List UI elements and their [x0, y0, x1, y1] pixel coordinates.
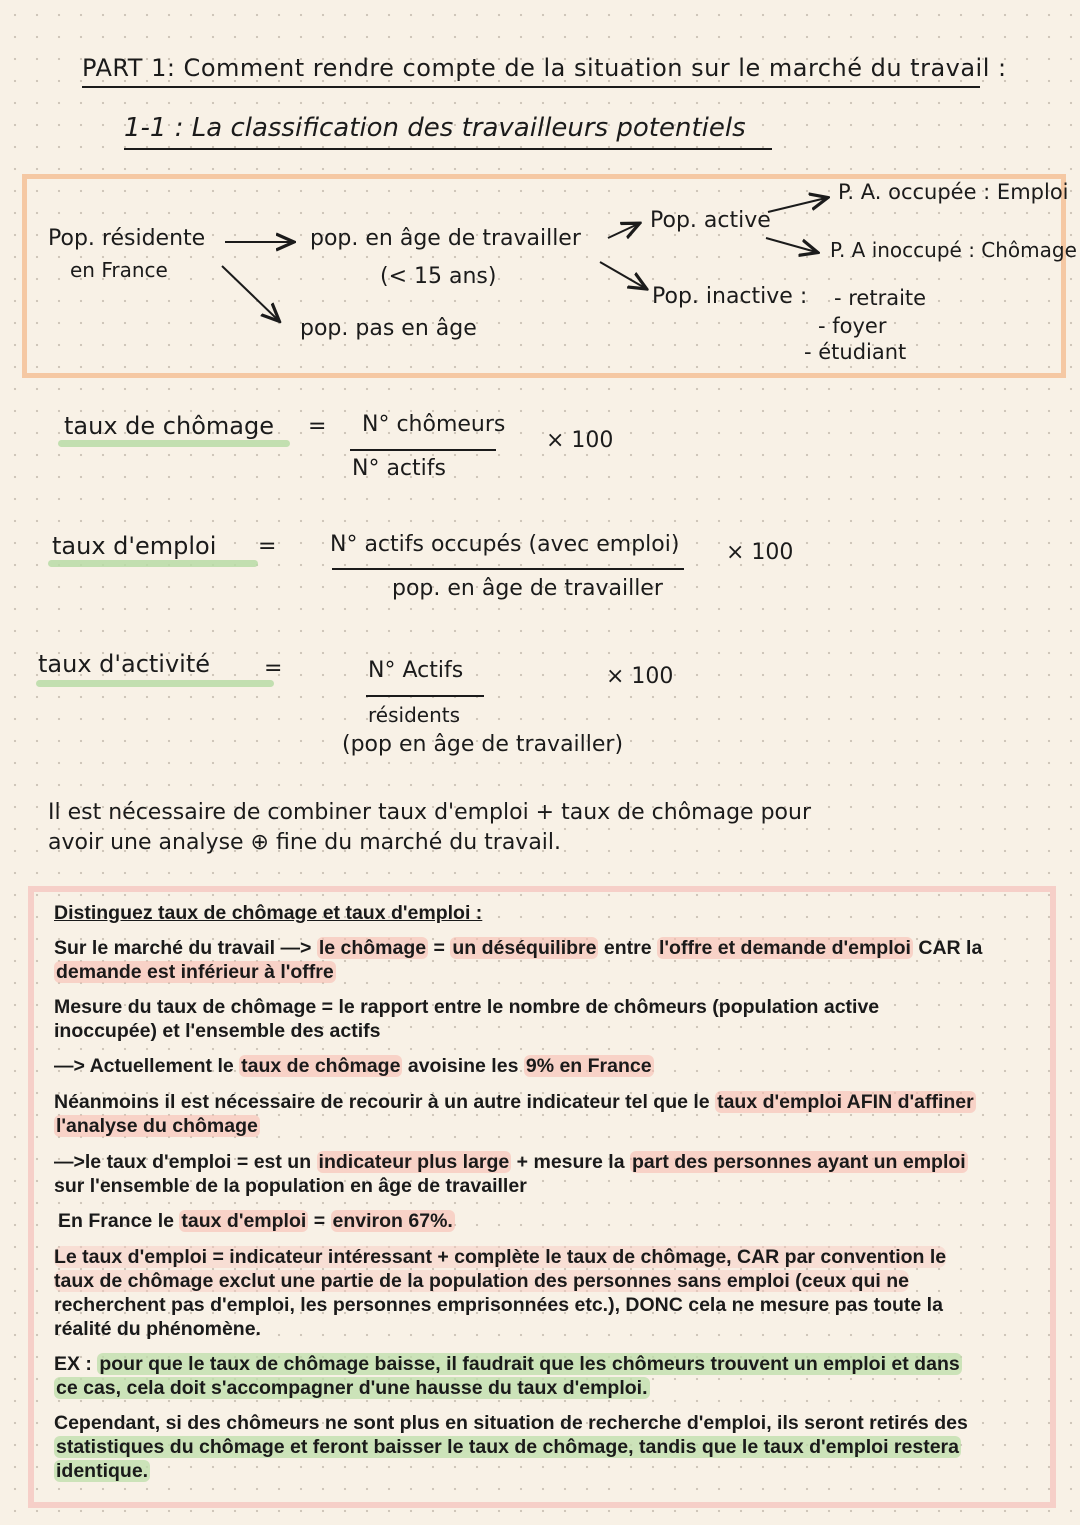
formula-activity-eq: = — [264, 656, 283, 681]
highlight-activity — [36, 680, 274, 687]
formula-employment-eq: = — [258, 534, 277, 559]
formula-unemployment-label: taux de chômage — [64, 412, 274, 440]
formula-unemployment-num: N° chômeurs — [362, 412, 506, 437]
tree-root: Pop. résidente — [48, 226, 206, 251]
box-paragraph-9: Cependant, si des chômeurs ne sont plus en situation de recherche d'emploi, ils seront retirés des statistiques du chômage et feront baisser le taux de chômage, tandis que le taux d'emploi restera identique. — [54, 1412, 968, 1482]
tree-inactive-item: - étudiant — [804, 340, 907, 364]
formula-employment-num: N° actifs occupés (avec emploi) — [330, 532, 680, 557]
box-paragraph-6: En France le taux d'emploi = environ 67%. — [58, 1210, 453, 1232]
box-paragraph-2: Mesure du taux de chômage = le rapport entre le nombre de chômeurs (population active inoccupée) et l'ensemble des actifs — [54, 996, 880, 1042]
highlight-unemployment — [58, 440, 290, 447]
box-paragraph-5: —>le taux d'emploi = est un indicateur plus large + mesure la part des personnes ayant un emploi sur l'ensemble de la population en âge de travailler — [54, 1151, 966, 1197]
classification-box — [22, 174, 1066, 378]
formula-employment-label: taux d'emploi — [52, 532, 217, 560]
part-title: PART 1: Comment rendre compte de la situation sur le marché du travail : — [82, 54, 1007, 82]
tree-inactive: Pop. inactive : — [652, 284, 808, 309]
section-title-underline — [124, 148, 772, 150]
formula-employment-mult: × 100 — [726, 540, 794, 565]
formula-activity-num: N° Actifs — [368, 658, 464, 683]
box-paragraph-3: —> Actuellement le taux de chômage avoisine les 9% en France — [54, 1055, 652, 1077]
fraction-line — [332, 568, 684, 570]
section-title: 1-1 : La classification des travailleurs potentiels — [124, 113, 746, 143]
formula-activity-label: taux d'activité — [38, 650, 211, 678]
fraction-line — [366, 695, 484, 697]
tree-age-note: (< 15 ans) — [380, 264, 497, 289]
box-title: Distinguez taux de chômage et taux d'emploi : — [54, 902, 483, 924]
formula-activity-den2: (pop en âge de travailler) — [342, 732, 624, 757]
tree-active: Pop. active — [650, 208, 771, 233]
formula-employment-den: pop. en âge de travailler — [392, 576, 663, 601]
tree-inactive-item: - retraite — [834, 286, 927, 310]
box-paragraph-4: Néanmoins il est nécessaire de recourir à un autre indicateur tel que le taux d'emploi AFIN d'affiner l'analyse du chômage — [54, 1091, 974, 1137]
highlight-employment — [48, 560, 258, 567]
box-paragraph-7: Le taux d'emploi = indicateur intéressant + complète le taux de chômage, CAR par convention le taux de chômage exclut une partie de la population des personnes sans emploi (ceux qui ne recherchent pas d'emploi, les personnes emprisonnées etc.), DONC cela ne mesure pas toute la réalité du phénomène. — [54, 1246, 947, 1340]
tree-not-age: pop. pas en âge — [300, 316, 477, 341]
formula-activity-den: résidents — [368, 703, 461, 727]
box-paragraph-1: Sur le marché du travail —> le chômage = un déséquilibre entre l'offre et demande d'emploi CAR la demande est inférieur à l'offre — [54, 937, 983, 983]
tree-inactive-item: - foyer — [818, 314, 887, 338]
formula-unemployment-den: N° actifs — [352, 456, 446, 481]
formula-activity-mult: × 100 — [606, 664, 674, 689]
formula-unemployment-eq: = — [308, 414, 327, 439]
note-line-2: avoir une analyse ⊕ fine du marché du travail. — [48, 830, 562, 855]
tree-root-line2: en France — [70, 258, 168, 282]
box-paragraph-8: EX : pour que le taux de chômage baisse, il faudrait que les chômeurs trouvent un emploi et dans ce cas, cela doit s'accompagner d'une hausse du taux d'emploi. — [54, 1353, 960, 1399]
fraction-line — [350, 449, 496, 451]
tree-unoccupied: P. A inoccupé : Chômage — [830, 238, 1077, 262]
part-title-underline — [82, 86, 980, 88]
tree-age-work: pop. en âge de travailler — [310, 226, 581, 251]
tree-occupied: P. A. occupée : Emploi — [838, 180, 1069, 204]
note-line-1: Il est nécessaire de combiner taux d'emploi + taux de chômage pour — [48, 800, 811, 825]
formula-unemployment-mult: × 100 — [546, 428, 614, 453]
